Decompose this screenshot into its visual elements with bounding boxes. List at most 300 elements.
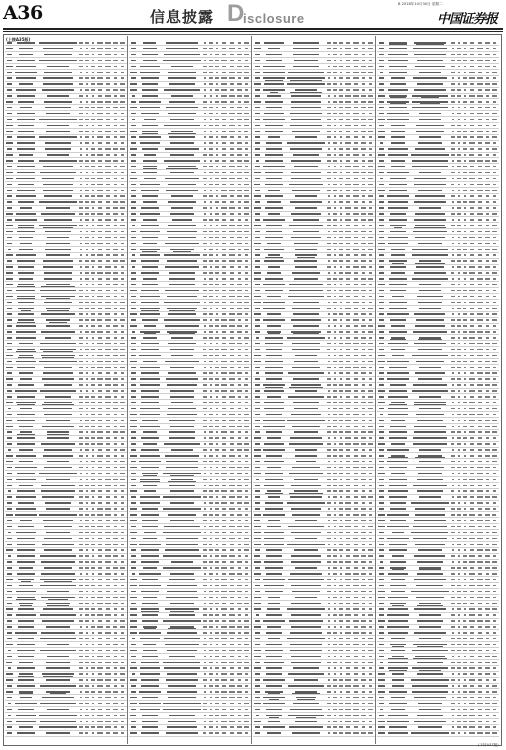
table-cell (378, 154, 384, 156)
table-cell (293, 378, 320, 380)
table-cell (167, 691, 197, 693)
table-cell (204, 201, 207, 203)
table-cell (328, 414, 330, 416)
table-cell (254, 195, 260, 197)
table-cell (105, 313, 110, 315)
table-cell (478, 272, 482, 274)
table-cell (216, 249, 218, 251)
table-cell (210, 679, 213, 681)
table-cell (493, 219, 496, 221)
table-cell (120, 95, 125, 97)
table-cell (457, 125, 460, 127)
table-cell (131, 54, 135, 56)
table-cell (237, 662, 242, 664)
table-cell (346, 726, 350, 728)
table-cell (362, 195, 366, 197)
table-cell (457, 131, 461, 133)
table-cell (379, 195, 384, 197)
table-cell (221, 591, 226, 593)
table-cell (288, 579, 323, 581)
table-cell (222, 72, 226, 74)
table-row (129, 508, 251, 509)
table-cell (164, 443, 201, 445)
table-cell (46, 691, 70, 693)
table-cell (362, 644, 365, 646)
table-cell (121, 172, 124, 174)
table-cell (86, 721, 89, 723)
table-cell (79, 343, 83, 345)
table-cell (215, 561, 218, 563)
table-cell (478, 237, 483, 239)
table-cell (120, 319, 125, 321)
table-cell (113, 213, 118, 215)
table-cell (451, 101, 454, 103)
table-cell (328, 573, 331, 575)
table-cell (368, 166, 372, 168)
table-cell (265, 372, 284, 374)
table-cell (266, 231, 283, 233)
table-cell (121, 496, 124, 498)
table-cell (17, 644, 34, 646)
table-cell (20, 408, 32, 410)
table-cell (79, 437, 82, 439)
table-cell (140, 378, 159, 380)
table-cell (113, 254, 118, 256)
table-cell (120, 125, 124, 127)
table-cell (334, 254, 337, 256)
table-cell (353, 585, 358, 587)
table-cell (340, 160, 342, 162)
table-cell (469, 172, 474, 174)
table-cell (203, 166, 206, 168)
table-cell (361, 538, 366, 540)
table-cell (215, 266, 218, 268)
table-cell (230, 585, 235, 587)
table-cell (339, 231, 343, 233)
table-cell (237, 231, 242, 233)
table-cell (478, 260, 483, 262)
table-cell (204, 591, 207, 593)
table-cell (333, 319, 336, 321)
table-cell (340, 284, 343, 286)
table-cell (105, 673, 110, 675)
table-cell (368, 101, 372, 103)
table-cell (43, 372, 74, 374)
table-cell (209, 172, 213, 174)
table-cell (79, 502, 83, 504)
table-row (377, 302, 499, 303)
table-cell (238, 201, 241, 203)
table-cell (458, 278, 461, 280)
table-cell (379, 60, 384, 62)
table-cell (203, 703, 207, 705)
table-cell (340, 83, 343, 85)
table-cell (345, 237, 350, 239)
table-cell (256, 614, 260, 616)
table-cell (296, 697, 317, 699)
table-cell (267, 201, 280, 203)
table-cell (266, 644, 282, 646)
table-cell (464, 154, 466, 156)
table-cell (353, 644, 358, 646)
table-cell (114, 119, 118, 121)
table-cell (354, 549, 358, 551)
table-cell (209, 219, 213, 221)
table-cell (209, 685, 213, 687)
section-title-en-initial: D (227, 0, 245, 27)
table-row (5, 567, 127, 568)
table-cell (339, 367, 343, 369)
table-cell (203, 372, 207, 374)
table-cell (46, 243, 69, 245)
table-cell (369, 473, 373, 475)
table-cell (492, 231, 496, 233)
table-cell (7, 361, 12, 363)
table-cell (204, 113, 207, 115)
table-cell (106, 449, 109, 451)
table-row (377, 237, 499, 238)
table-cell (143, 278, 157, 280)
table-cell (139, 544, 161, 546)
table-cell (486, 337, 489, 339)
table-cell (477, 343, 483, 345)
table-cell (457, 160, 460, 162)
table-cell (85, 308, 88, 310)
table-cell (230, 449, 235, 451)
table-row (129, 544, 251, 545)
table-cell (255, 95, 260, 97)
table-cell (452, 278, 455, 280)
table-cell (114, 656, 117, 658)
table-cell (388, 54, 408, 56)
table-cell (268, 136, 280, 138)
table-cell (203, 154, 207, 156)
table-cell (142, 656, 157, 658)
table-cell (106, 414, 110, 416)
table-row (129, 467, 251, 468)
table-cell (354, 526, 359, 528)
table-cell (361, 101, 365, 103)
table-cell (255, 673, 260, 675)
table-cell (85, 107, 88, 109)
table-cell (114, 195, 117, 197)
table-cell (478, 178, 481, 180)
table-cell (216, 48, 219, 50)
table-cell (79, 532, 83, 534)
table-cell (98, 66, 102, 68)
table-cell (244, 361, 249, 363)
table-cell (203, 260, 206, 262)
table-cell (113, 721, 117, 723)
table-cell (131, 402, 136, 404)
table-cell (362, 638, 365, 640)
table-cell (209, 154, 213, 156)
table-cell (378, 166, 384, 168)
table-cell (210, 54, 212, 56)
table-cell (79, 355, 82, 357)
table-cell (42, 496, 74, 498)
table-cell (266, 685, 283, 687)
table-cell (114, 561, 118, 563)
table-row (5, 585, 127, 586)
table-cell (229, 496, 235, 498)
table-cell (164, 254, 201, 256)
table-row (5, 443, 127, 444)
table-cell (229, 632, 235, 634)
table-cell (244, 77, 249, 79)
table-cell (354, 243, 358, 245)
table-cell (361, 467, 366, 469)
table-row (129, 89, 251, 90)
table-cell (203, 107, 206, 109)
table-row (129, 266, 251, 267)
table-cell (334, 284, 336, 286)
table-cell (327, 154, 330, 156)
table-cell (354, 431, 359, 433)
table-row (5, 48, 127, 49)
table-cell (345, 142, 351, 144)
table-cell (263, 284, 285, 286)
table-cell (169, 431, 194, 433)
table-cell (140, 296, 161, 298)
table-row (253, 679, 375, 680)
table-cell (362, 296, 365, 298)
table-cell (362, 184, 366, 186)
table-cell (295, 455, 317, 457)
table-cell (362, 726, 365, 728)
table-cell (166, 461, 199, 463)
table-cell (16, 66, 35, 68)
table-cell (131, 154, 136, 156)
table-cell (17, 142, 36, 144)
table-cell (346, 549, 349, 551)
table-cell (451, 136, 454, 138)
table-cell (6, 66, 13, 68)
table-cell (216, 608, 219, 610)
table-cell (378, 355, 385, 357)
table-cell (369, 225, 372, 227)
table-cell (17, 113, 35, 115)
table-cell (114, 449, 117, 451)
table-cell (17, 136, 35, 138)
table-cell (354, 237, 358, 239)
table-row (5, 508, 127, 509)
table-cell (493, 77, 496, 79)
table-cell (132, 225, 136, 227)
table-cell (131, 237, 136, 239)
table-cell (389, 66, 407, 68)
table-cell (216, 166, 218, 168)
table-cell (43, 190, 74, 192)
table-row (129, 113, 251, 114)
table-cell (244, 414, 249, 416)
table-row (253, 201, 375, 202)
table-cell (361, 443, 365, 445)
table-cell (238, 355, 241, 357)
table-cell (215, 89, 219, 91)
table-row (5, 178, 127, 179)
table-cell (486, 302, 490, 304)
table-cell (120, 485, 124, 487)
table-row (5, 555, 127, 556)
table-cell (238, 408, 242, 410)
table-cell (389, 219, 406, 221)
table-row (5, 131, 127, 132)
table-cell (353, 461, 358, 463)
table-cell (92, 715, 95, 717)
table-row (129, 473, 251, 474)
table-cell (215, 426, 219, 428)
table-cell (255, 378, 260, 380)
table-cell (245, 343, 248, 345)
table-cell (6, 514, 12, 516)
table-cell (141, 662, 160, 664)
table-cell (245, 496, 248, 498)
table-row (5, 597, 127, 598)
table-cell (378, 243, 385, 245)
table-cell (458, 343, 461, 345)
table-cell (39, 136, 77, 138)
table-cell (354, 125, 358, 127)
table-cell (222, 201, 226, 203)
table-cell (140, 66, 160, 68)
table-cell (143, 626, 158, 628)
table-cell (106, 178, 110, 180)
table-cell (327, 278, 330, 280)
table-cell (369, 260, 372, 262)
table-cell (470, 308, 474, 310)
table-cell (264, 408, 284, 410)
table-cell (97, 213, 102, 215)
table-cell (86, 390, 89, 392)
table-cell (362, 420, 366, 422)
table-cell (85, 538, 88, 540)
table-cell (354, 691, 358, 693)
table-cell (237, 66, 241, 68)
table-cell (457, 154, 461, 156)
table-row (5, 721, 127, 722)
table-cell (238, 219, 242, 221)
table-cell (121, 113, 124, 115)
table-cell (340, 60, 343, 62)
table-cell (493, 101, 496, 103)
table-cell (294, 549, 318, 551)
table-cell (451, 66, 454, 68)
table-cell (80, 89, 83, 91)
table-cell (362, 667, 366, 669)
table-cell (478, 361, 482, 363)
table-cell (237, 685, 242, 687)
table-cell (97, 254, 102, 256)
table-cell (130, 520, 137, 522)
table-cell (463, 142, 466, 144)
table-cell (222, 148, 226, 150)
table-row (377, 243, 499, 244)
table-cell (97, 355, 103, 357)
table-cell (215, 402, 218, 404)
table-cell (120, 402, 124, 404)
table-cell (378, 119, 384, 121)
table-cell (40, 650, 77, 652)
table-row (129, 732, 251, 733)
table-cell (204, 697, 207, 699)
table-cell (486, 136, 490, 138)
table-cell (167, 231, 197, 233)
table-cell (105, 555, 111, 557)
table-cell (458, 142, 460, 144)
table-row (129, 142, 251, 143)
table-row (129, 608, 251, 609)
table-cell (452, 119, 455, 121)
table-cell (333, 172, 337, 174)
table-cell (354, 284, 358, 286)
table-cell (469, 302, 475, 304)
table-cell (91, 308, 95, 310)
table-cell (8, 249, 12, 251)
table-cell (79, 549, 82, 551)
table-cell (244, 225, 249, 227)
table-cell (362, 697, 365, 699)
table-cell (97, 48, 103, 50)
table-cell (485, 243, 490, 245)
table-cell (266, 431, 282, 433)
table-cell (334, 620, 337, 622)
table-cell (267, 272, 282, 274)
table-cell (97, 367, 103, 369)
table-cell (120, 638, 125, 640)
table-cell (86, 48, 89, 50)
table-cell (204, 184, 207, 186)
table-cell (339, 591, 343, 593)
table-row (377, 166, 499, 167)
table-row (5, 732, 127, 733)
table-cell (369, 691, 372, 693)
table-cell (131, 201, 136, 203)
table-cell (290, 573, 322, 575)
table-cell (346, 667, 350, 669)
table-cell (16, 213, 36, 215)
table-cell (492, 355, 497, 357)
table-cell (222, 709, 226, 711)
table-cell (164, 526, 199, 528)
table-cell (113, 650, 118, 652)
table-row (5, 272, 127, 273)
table-cell (470, 225, 474, 227)
table-cell (229, 48, 235, 50)
table-cell (369, 302, 372, 304)
table-cell (295, 207, 316, 209)
table-cell (451, 225, 455, 227)
table-cell (98, 325, 103, 327)
table-row (129, 408, 251, 409)
table-cell (204, 148, 206, 150)
table-cell (40, 579, 75, 581)
table-row (129, 219, 251, 220)
table-row (5, 726, 127, 727)
table-cell (215, 378, 218, 380)
table-cell (391, 131, 404, 133)
table-cell (294, 361, 318, 363)
table-cell (142, 148, 157, 150)
table-cell (334, 154, 336, 156)
table-cell (458, 272, 460, 274)
table-cell (293, 66, 320, 68)
table-cell (215, 526, 218, 528)
table-cell (203, 679, 206, 681)
table-cell (340, 266, 342, 268)
table-cell (340, 319, 342, 321)
table-cell (203, 561, 207, 563)
